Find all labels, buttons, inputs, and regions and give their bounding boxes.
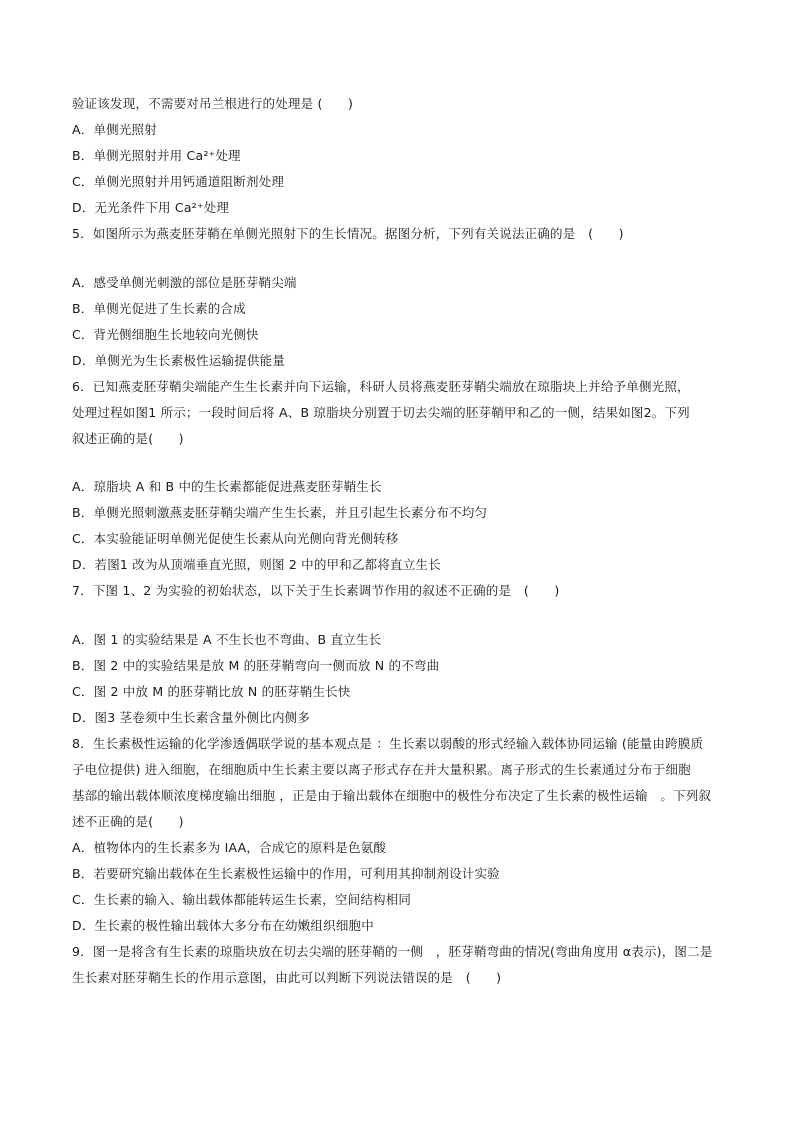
question-8-stem-line-2: 子电位提供) 进入细胞，在细胞质中生长素主要以离子形式存在并大量积累。离子形式的生长素通过分布于细胞	[72, 762, 691, 777]
question-7-stem: 7．下图 1、2 为实验的初始状态，以下关于生长素调节作用的叙述不正确的是 ( )	[72, 583, 560, 598]
question-4-stem: 验证该发现，不需要对吊兰根进行的处理是 ( )	[72, 96, 354, 111]
question-6-option-c: C．本实验能证明单侧光促使生长素从向光侧向背光侧转移	[72, 531, 399, 546]
question-8-stem-line-1: 8．生长素极性运输的化学渗透偶联学说的基本观点是 ：生长素以弱酸的形式经输入载体协同运输 (能量由跨膜质	[72, 736, 704, 751]
question-6-stem-line-3: 叙述正确的是( )	[72, 431, 184, 446]
question-5-option-a: A．感受单侧光刺激的部位是胚芽鞘尖端	[72, 275, 297, 290]
question-4-option-d: D．无光条件下用 Ca²⁺处理	[72, 200, 230, 215]
question-6-option-a: A．琼脂块 A 和 B 中的生长素都能促进燕麦胚芽鞘生长	[72, 479, 382, 494]
question-7-option-b: B．图 2 中的实验结果是放 M 的胚芽鞘弯向一侧而放 N 的不弯曲	[72, 658, 440, 673]
question-6-option-b: B．单侧光照刺激燕麦胚芽鞘尖端产生生长素，并且引起生长素分布不均匀	[72, 505, 488, 520]
question-5-option-b: B．单侧光促进了生长素的合成	[72, 301, 246, 316]
question-7-option-a: A．图 1 的实验结果是 A 不生长也不弯曲、B 直立生长	[72, 632, 382, 647]
question-8-stem-line-3: 基部的输出载体顺浓度梯度输出细胞 ，正是由于输出载体在细胞中的极性分布决定了生长素的极性运输 。下列叙	[72, 788, 712, 803]
question-8-option-b: B．若要研究输出载体在生长素极性运输中的作用，可利用其抑制剂设计实验	[72, 866, 500, 881]
question-8-option-c: C．生长素的输入、输出载体都能转运生长素，空间结构相同	[72, 892, 412, 907]
question-9-stem-line-2: 生长素对胚芽鞘生长的作用示意图，由此可以判断下列说法错误的是 ( )	[72, 970, 502, 985]
question-8-option-a: A．植物体内的生长素多为 IAA，合成它的原料是色氨酸	[72, 840, 387, 855]
question-4-option-b: B．单侧光照射并用 Ca²⁺处理	[72, 148, 241, 163]
question-5-stem: 5．如图所示为燕麦胚芽鞘在单侧光照射下的生长情况。据图分析，下列有关说法正确的是 ( )	[72, 226, 624, 241]
question-7-option-c: C．图 2 中放 M 的胚芽鞘比放 N 的胚芽鞘生长快	[72, 684, 351, 699]
question-6-stem-line-1: 6．已知燕麦胚芽鞘尖端能产生生长素并向下运输，科研人员将燕麦胚芽鞘尖端放在琼脂块上并给予单侧光照，	[72, 379, 690, 394]
question-6-stem-line-2: 处理过程如图1 所示；一段时间后将 A、B 琼脂块分别置于切去尖端的胚芽鞘甲和乙的一侧，结果如图2。下列	[72, 405, 690, 420]
question-8-stem-line-4: 述不正确的是( )	[72, 814, 184, 829]
question-9-stem-line-1: 9．图一是将含有生长素的琼脂块放在切去尖端的胚芽鞘的一侧 ，胚芽鞘弯曲的情况(弯曲角度用 α表示)，图二是	[72, 944, 713, 959]
question-7-option-d: D．图3 茎卷须中生长素含量外侧比内侧多	[72, 710, 311, 725]
question-5-option-d: D．单侧光为生长素极性运输提供能量	[72, 353, 286, 368]
question-5-option-c: C．背光侧细胞生长地较向光侧快	[72, 327, 259, 342]
question-4-option-c: C．单侧光照射并用钙通道阻断剂处理	[72, 174, 285, 189]
question-4-option-a: A．单侧光照射	[72, 122, 157, 137]
question-8-option-d: D．生长素的极性输出载体大多分布在幼嫩组织细胞中	[72, 918, 374, 933]
question-6-option-d: D．若图1 改为从顶端垂直光照，则图 2 中的甲和乙都将直立生长	[72, 557, 441, 572]
